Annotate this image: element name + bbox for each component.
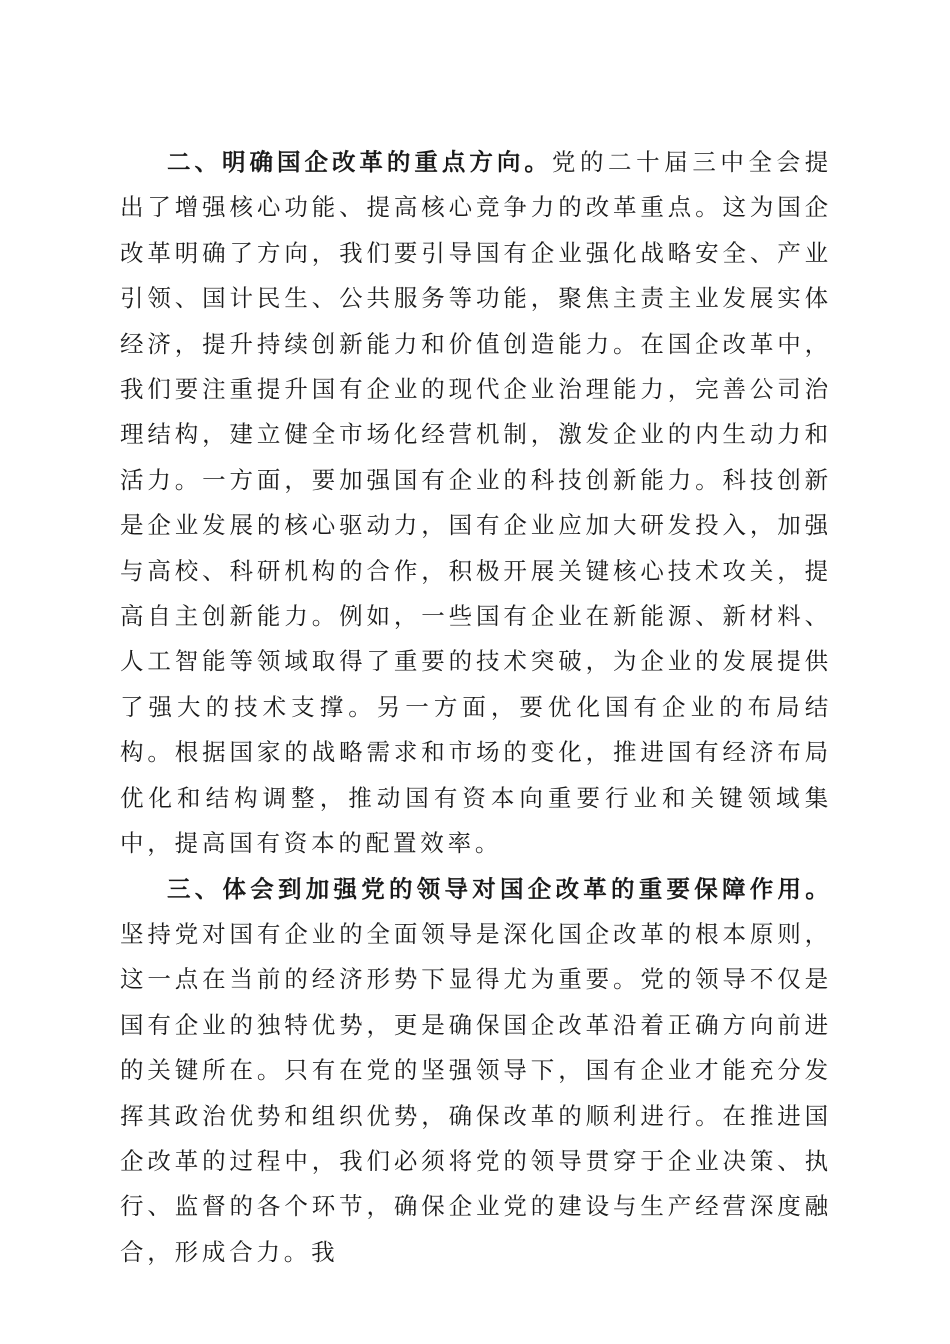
document-body xyxy=(120,140,832,1275)
section-three-body: 坚持党对国有企业的全面领导是深化国企改革的根本原则，这一点在当前的经济形势下显得尤为重要。党的领导不仅是国有企业的独特优势，更是确保国企改革沿着正确方向前进的关键所在。只有在党的坚强领导下，国有企业才能充分发挥其政治优势和组织优势，确保改革的顺利进行。在推进国企改革的过程中，我们必须将党的领导贯穿于企业决策、执行、监督的各个环节，确保企业党的建设与生产经营深度融合，形成合力。我 xyxy=(120,919,832,1266)
section-two-heading: 二、明确国企改革的重点方向。 xyxy=(167,148,552,176)
section-two-body: 党的二十届三中全会提出了增强核心功能、提高核心竞争力的改革重点。这为国企改革明确了方向，我们要引导国有企业强化战略安全、产业引领、国计民生、公共服务等功能，聚焦主责主业发展实体经济，提升持续创新能力和价值创造能力。在国企改革中，我们要注重提升国有企业的现代企业治理能力，完善公司治理结构，建立健全市场化经营机制，激发企业的内生动力和活力。一方面，要加强国有企业的科技创新能力。科技创新是企业发展的核心驱动力，国有企业应加大研发投入，加强与高校、科研机构的合作，积极开展关键核心技术攻关，提高自主创新能力。例如，一些国有企业在新能源、新材料、人工智能等领域取得了重要的技术突破，为企业的发展提供了强大的技术支撑。另一方面，要优化国有企业的布局结构。根据国家的战略需求和市场的变化，推进国有经济布局优化和结构调整，推动国有资本向重要行业和关键领域集中，提高国有资本的配置效率。 xyxy=(120,148,832,858)
section-two-paragraph xyxy=(120,140,832,867)
section-three-heading: 三、体会到加强党的领导对国企改革的重要保障作用。 xyxy=(167,874,832,903)
section-three-paragraph xyxy=(120,867,832,1276)
